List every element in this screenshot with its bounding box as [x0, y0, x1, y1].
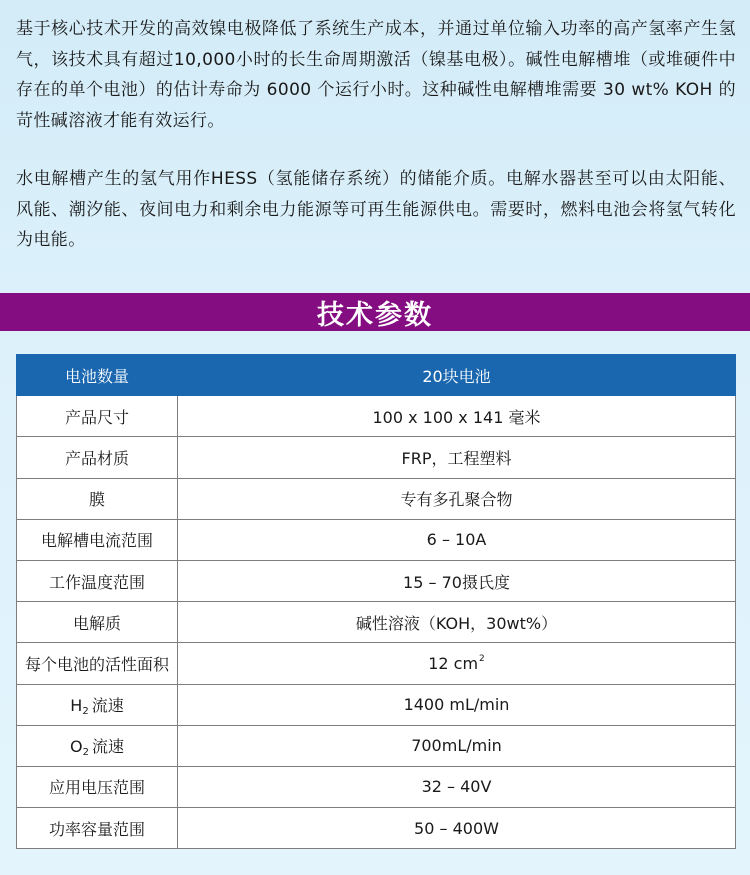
section-banner: [0, 293, 750, 331]
formula-rest: 流速: [91, 696, 124, 716]
spec-value: 6 – 10A: [178, 519, 736, 560]
header-label-cell: 电池数量: [17, 355, 178, 396]
subscript: 2: [82, 706, 89, 718]
intro-paragraph: 基于核心技术开发的高效镍电极降低了系统生产成本，并通过单位输入功率的高产氢率产生氢气，该技术具有超过10,000小时的长生命周期激活（镍基电极）。碱性电解槽堆（或堆硬件中存在的单个电池）的估计寿命为 6000 个运行小时。这种碱性电解槽堆需要 30 wt% KOH 的苛性碱溶液才能有效运行。: [16, 19, 736, 131]
spec-label: 电解槽电流范围: [17, 519, 178, 560]
spec-value: [178, 643, 736, 684]
spec-label: 电解质: [17, 602, 178, 643]
spec-label: 产品材质: [17, 437, 178, 478]
intro-paragraph: 水电解槽产生的氢气用作HESS（氢能储存系统）的储能介质。电解水器甚至可以由太阳能、风能、潮汐能、夜间电力和剩余电力能源等可再生能源供电。需要时，燃料电池会将氢气转化为电能。: [16, 169, 736, 250]
spec-value: FRP，工程塑料: [178, 437, 736, 478]
table-row: [17, 602, 736, 643]
spec-label: 工作温度范围: [17, 560, 178, 601]
spec-value: 50 – 400W: [178, 808, 736, 849]
spec-value: 专有多孔聚合物: [178, 478, 736, 519]
spec-label: [17, 684, 178, 725]
spec-label: [17, 725, 178, 766]
spec-label: 每个电池的活性面积: [17, 643, 178, 684]
spec-label: 应用电压范围: [17, 766, 178, 807]
spec-label: 产品尺寸: [17, 396, 178, 437]
subscript: 2: [82, 747, 89, 759]
formula-main: H: [70, 696, 83, 716]
table-header-row: [17, 355, 736, 396]
section-title: 技术参数: [317, 299, 433, 331]
header-value-cell: 20块电池: [178, 355, 736, 396]
table-row: [17, 478, 736, 519]
spec-value: 700mL/min: [178, 725, 736, 766]
formula-rest: 流速: [91, 737, 124, 757]
intro-section: [16, 14, 736, 256]
table-row: [17, 643, 736, 684]
formula-main: O: [70, 737, 83, 757]
spec-value: 15 – 70摄氏度: [178, 560, 736, 601]
table-row: [17, 684, 736, 725]
spec-value: 1400 mL/min: [178, 684, 736, 725]
spec-value: 100 x 100 x 141 毫米: [178, 396, 736, 437]
spec-label: 膜: [17, 478, 178, 519]
table-row: [17, 519, 736, 560]
superscript: 2: [479, 653, 485, 664]
spec-value-text: 12 cm: [428, 653, 479, 673]
spec-label: 功率容量范围: [17, 808, 178, 849]
table-row: [17, 808, 736, 849]
table-row: [17, 396, 736, 437]
spec-table: [16, 354, 736, 849]
table-row: [17, 560, 736, 601]
spec-value: 碱性溶液（KOH，30wt%）: [178, 602, 736, 643]
table-row: [17, 766, 736, 807]
spec-value: 32 – 40V: [178, 766, 736, 807]
table-row: [17, 437, 736, 478]
table-row: [17, 725, 736, 766]
